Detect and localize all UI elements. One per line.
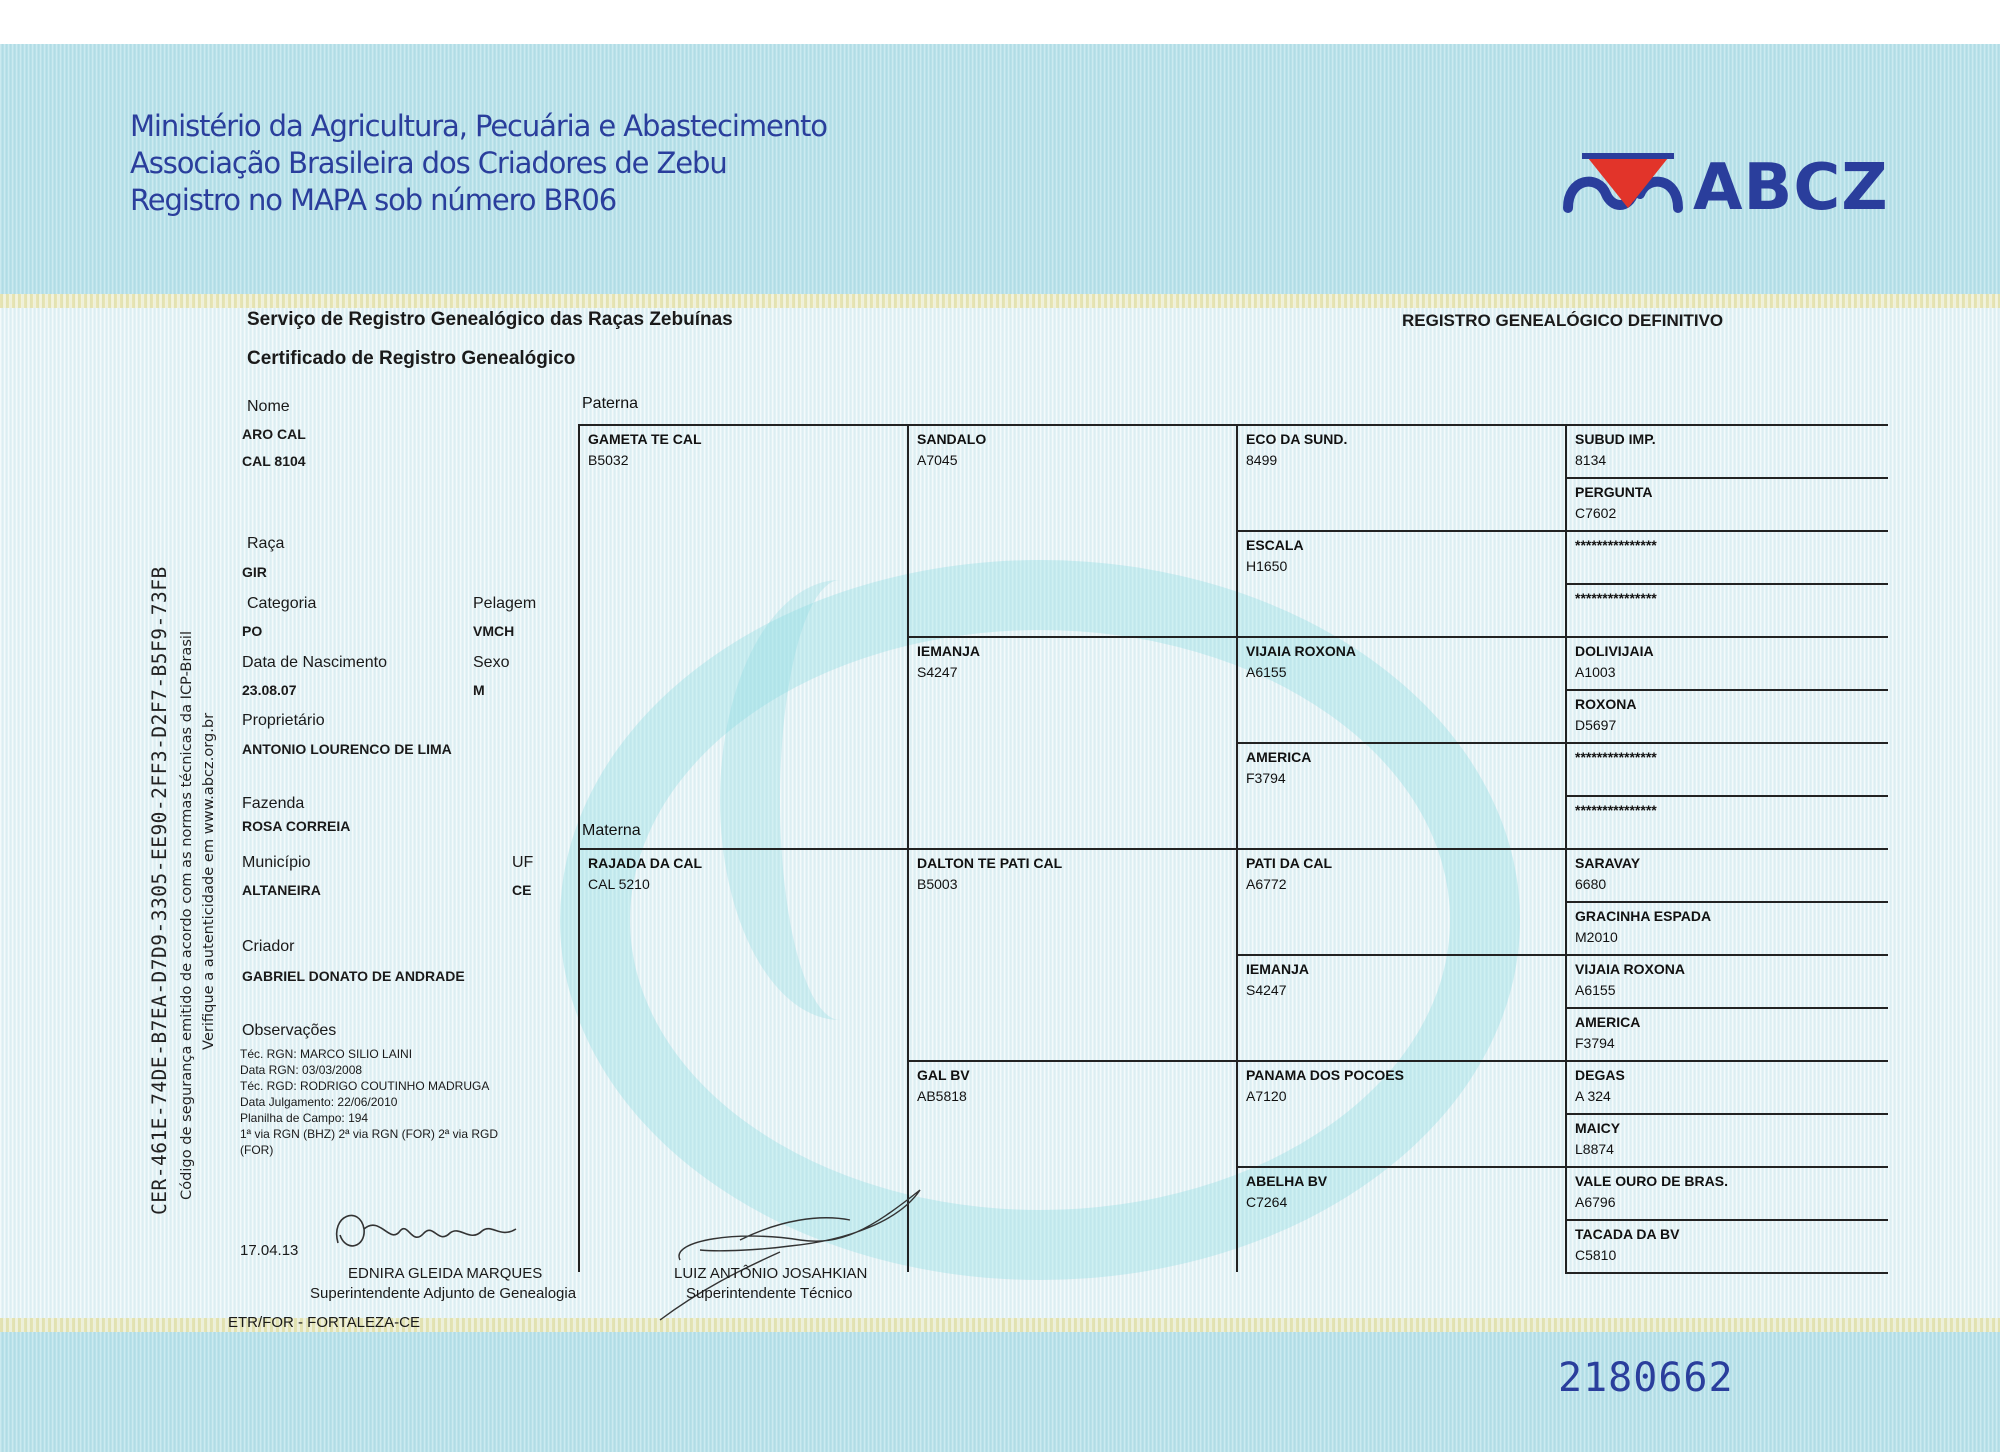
criador-label: Criador: [242, 938, 295, 955]
grandparent-code: B5003: [917, 876, 958, 892]
pedigree-line: [1236, 530, 1238, 636]
pedigree-line: [1236, 636, 1238, 742]
signatory-1-title: Superintendente Adjunto de Genealogia: [310, 1285, 577, 1302]
great-great-grandparent-code: L8874: [1575, 1141, 1614, 1157]
issuer-header: [130, 108, 827, 219]
pedigree-line: [1565, 636, 1567, 689]
criador-value: GABRIEL DONATO DE ANDRADE: [242, 968, 465, 984]
obs-line: Data RGN: 03/03/2008: [240, 1063, 363, 1077]
fazenda-label: Fazenda: [242, 795, 305, 812]
municipio-value: ALTANEIRA: [242, 882, 321, 898]
pedigree-line: [1236, 1060, 1565, 1062]
great-grandparent-code: F3794: [1246, 770, 1286, 786]
registry-type: REGISTRO GENEALÓGICO DEFINITIVO: [1402, 311, 1724, 330]
great-grandparent-name: ABELHA BV: [1246, 1173, 1328, 1189]
pedigree-line: [1565, 1113, 1888, 1115]
pedigree-line: [1565, 742, 1567, 795]
association-line: Associação Brasileira dos Criadores de Zebu: [130, 146, 727, 180]
nascimento-label: Data de Nascimento: [242, 654, 387, 671]
paterna-label: Paterna: [582, 395, 639, 412]
great-great-grandparent-name: AMERICA: [1575, 1014, 1641, 1030]
great-great-grandparent-code: A1003: [1575, 664, 1616, 680]
raca-label: Raça: [247, 535, 285, 552]
great-great-grandparent-code: C7602: [1575, 505, 1617, 521]
pedigree-line: [1236, 1166, 1238, 1272]
great-great-grandparent-name: TACADA DA BV: [1575, 1226, 1680, 1242]
pedigree-line: [1565, 1060, 1888, 1062]
uf-label: UF: [512, 854, 534, 871]
pedigree-line: [1565, 848, 1567, 901]
pedigree-line: [1565, 530, 1567, 583]
pedigree-line: [1565, 477, 1888, 479]
pedigree-line: [1565, 689, 1567, 742]
pedigree-line: [1236, 424, 1238, 530]
animal-registration: CAL 8104: [242, 453, 306, 469]
pedigree-line: [1236, 742, 1238, 848]
nascimento-value: 23.08.07: [242, 682, 297, 698]
great-great-grandparent-name: PERGUNTA: [1575, 484, 1653, 500]
nome-label: Nome: [247, 398, 290, 415]
great-great-grandparent-name: ***************: [1575, 537, 1657, 553]
great-great-grandparent-name: SUBUD IMP.: [1575, 431, 1656, 447]
great-grandparent-code: 8499: [1246, 452, 1278, 468]
grandparent-name: SANDALO: [917, 431, 987, 447]
pedigree-line: [1236, 530, 1565, 532]
pedigree-line: [1565, 795, 1567, 848]
great-great-grandparent-name: DEGAS: [1575, 1067, 1625, 1083]
proprietario-value: ANTONIO LOURENCO DE LIMA: [242, 741, 452, 757]
great-grandparent-name: VIJAIA ROXONA: [1246, 643, 1356, 659]
pedigree-line: [1565, 1166, 1567, 1219]
parent-name: GAMETA TE CAL: [588, 431, 702, 447]
abcz-logo-text: ABCZ: [1693, 151, 1889, 225]
great-great-grandparent-code: D5697: [1575, 717, 1617, 733]
abcz-watermark: [560, 560, 1520, 1280]
pedigree-line: [1565, 424, 1888, 426]
great-great-grandparent-name: MAICY: [1575, 1120, 1621, 1136]
signatory-1-name: EDNIRA GLEIDA MARQUES: [348, 1265, 543, 1282]
grandparent-code: A7045: [917, 452, 958, 468]
signatory-2-name: LUIZ ANTÔNIO JOSAHKIAN: [674, 1265, 868, 1282]
pedigree-line: [1565, 1272, 1888, 1274]
great-great-grandparent-name: ***************: [1575, 590, 1657, 606]
pedigree-line: [1565, 742, 1888, 744]
pedigree-line: [907, 636, 909, 848]
pedigree-line: [1236, 424, 1565, 426]
great-great-grandparent-code: C5810: [1575, 1247, 1617, 1263]
pedigree-line: [1236, 1166, 1565, 1168]
great-grandparent-name: ESCALA: [1246, 537, 1304, 553]
pedigree-line: [1565, 795, 1888, 797]
obs-line: 1ª via RGN (BHZ) 2ª via RGN (FOR) 2ª via RGD: [240, 1127, 499, 1141]
pedigree-line: [907, 424, 909, 636]
signature-ednira: [320, 1195, 540, 1265]
pedigree-line: [1236, 848, 1238, 954]
pedigree-line: [1236, 742, 1565, 744]
pedigree-line: [578, 424, 580, 848]
great-great-grandparent-code: 8134: [1575, 452, 1607, 468]
pedigree-line: [1565, 1007, 1888, 1009]
great-great-grandparent-name: DOLIVIJAIA: [1575, 643, 1654, 659]
pedigree-line: [1236, 1060, 1238, 1166]
great-great-grandparent-name: SARAVAY: [1575, 855, 1641, 871]
ministry-line: Ministério da Agricultura, Pecuária e Abastecimento: [130, 109, 827, 143]
great-grandparent-code: A6155: [1246, 664, 1287, 680]
great-great-grandparent-code: M2010: [1575, 929, 1618, 945]
sexo-label: Sexo: [473, 654, 510, 671]
certificate-number: 2180662: [1558, 1355, 1734, 1401]
pedigree-line: [1565, 636, 1888, 638]
great-grandparent-name: PANAMA DOS POCOES: [1246, 1067, 1404, 1083]
observacoes-text: [240, 1046, 540, 1158]
parent-code: B5032: [588, 452, 629, 468]
pedigree-line: [1565, 1219, 1888, 1221]
pedigree-line: [1236, 954, 1565, 956]
pelagem-value: VMCH: [473, 623, 515, 639]
grandparent-name: IEMANJA: [917, 643, 981, 659]
great-great-grandparent-name: ***************: [1575, 749, 1657, 765]
service-title: Serviço de Registro Genealógico das Raças Zebuínas: [247, 309, 733, 330]
great-grandparent-name: IEMANJA: [1246, 961, 1310, 977]
animal-name: ARO CAL: [242, 426, 306, 442]
authenticity-url: Verifique a autenticidade em www.abcz.org.br: [200, 712, 217, 1050]
parent-name: RAJADA DA CAL: [588, 855, 703, 871]
pedigree-line: [1565, 424, 1567, 477]
pedigree-line: [1236, 954, 1238, 1060]
pedigree-line: [907, 636, 1236, 638]
observacoes-label: Observações: [242, 1022, 337, 1039]
pedigree-line: [578, 424, 907, 426]
pedigree-line: [1565, 848, 1888, 850]
pedigree-line: [907, 424, 1236, 426]
great-grandparent-name: ECO DA SUND.: [1246, 431, 1348, 447]
great-great-grandparent-name: VIJAIA ROXONA: [1575, 961, 1685, 977]
great-great-grandparent-name: ROXONA: [1575, 696, 1637, 712]
great-great-grandparent-code: A6796: [1575, 1194, 1616, 1210]
pedigree-line: [1565, 901, 1567, 954]
great-great-grandparent-code: A 324: [1575, 1088, 1611, 1104]
signature-luiz: [620, 1180, 940, 1330]
great-grandparent-code: A6772: [1246, 876, 1287, 892]
obs-line: Téc. RGD: RODRIGO COUTINHO MADRUGA: [240, 1079, 490, 1093]
great-grandparent-name: PATI DA CAL: [1246, 855, 1333, 871]
pedigree-line: [1565, 901, 1888, 903]
pedigree-line: [1565, 1166, 1888, 1168]
obs-line: (FOR): [240, 1143, 274, 1157]
grandparent-code: S4247: [917, 664, 958, 680]
grandparent-name: DALTON TE PATI CAL: [917, 855, 1063, 871]
pedigree-line: [1565, 1060, 1567, 1113]
issuing-office: ETR/FOR - FORTALEZA-CE: [228, 1314, 420, 1331]
certificate-title: Certificado de Registro Genealógico: [247, 348, 576, 369]
sexo-value: M: [473, 682, 485, 698]
grandparent-code: AB5818: [917, 1088, 967, 1104]
municipio-label: Município: [242, 854, 311, 871]
fazenda-value: ROSA CORREIA: [242, 818, 351, 834]
great-grandparent-code: H1650: [1246, 558, 1288, 574]
top-guilloche-stripe: [0, 294, 2000, 308]
obs-line: Téc. RGN: MARCO SILIO LAINI: [240, 1047, 413, 1061]
pedigree-line: [1565, 689, 1888, 691]
pedigree-line: [578, 848, 580, 1272]
materna-label: Materna: [582, 822, 641, 839]
parent-code: CAL 5210: [588, 876, 650, 892]
security-code: CER-461E-74DE-B7EA-D7D9-3305-EE90-2FF3-D2F7-B5F9-73FB: [148, 566, 171, 1215]
pedigree-line: [907, 848, 1236, 850]
categoria-label: Categoria: [247, 595, 317, 612]
pedigree-line: [1565, 530, 1888, 532]
great-great-grandparent-name: ***************: [1575, 802, 1657, 818]
great-great-grandparent-code: A6155: [1575, 982, 1616, 998]
great-great-grandparent-name: GRACINHA ESPADA: [1575, 908, 1712, 924]
great-great-grandparent-code: 6680: [1575, 876, 1607, 892]
great-great-grandparent-name: VALE OURO DE BRAS.: [1575, 1173, 1728, 1189]
pedigree-line: [1565, 583, 1567, 636]
pedigree-line: [1565, 1007, 1567, 1060]
obs-line: Data Julgamento: 22/06/2010: [240, 1095, 398, 1109]
issue-date: 17.04.13: [240, 1242, 299, 1259]
pelagem-label: Pelagem: [473, 595, 537, 612]
pedigree-line: [578, 848, 907, 850]
categoria-value: PO: [242, 623, 263, 639]
pedigree-line: [907, 1060, 1236, 1062]
pedigree-line: [907, 848, 909, 1060]
uf-value: CE: [512, 882, 532, 898]
raca-value: GIR: [242, 564, 267, 580]
great-grandparent-code: A7120: [1246, 1088, 1287, 1104]
pedigree-line: [1565, 1113, 1567, 1166]
obs-line: Planilha de Campo: 194: [240, 1111, 369, 1125]
pedigree-line: [1565, 1219, 1567, 1272]
pedigree-line: [1236, 848, 1565, 850]
great-grandparent-code: S4247: [1246, 982, 1287, 998]
great-grandparent-name: AMERICA: [1246, 749, 1312, 765]
pedigree-line: [1565, 583, 1888, 585]
pedigree-line: [1236, 636, 1565, 638]
security-notice: Código de segurança emitido de acordo com as normas técnicas da ICP-Brasil: [178, 630, 195, 1200]
pedigree-line: [1565, 954, 1567, 1007]
great-great-grandparent-code: F3794: [1575, 1035, 1615, 1051]
great-grandparent-code: C7264: [1246, 1194, 1288, 1210]
signatory-2-title: Superintendente Técnico: [686, 1285, 853, 1302]
grandparent-name: GAL BV: [917, 1067, 970, 1083]
pedigree-line: [1565, 954, 1888, 956]
pedigree-line: [1565, 477, 1567, 530]
mapa-registry-line: Registro no MAPA sob número BR06: [130, 183, 617, 217]
proprietario-label: Proprietário: [242, 712, 325, 729]
